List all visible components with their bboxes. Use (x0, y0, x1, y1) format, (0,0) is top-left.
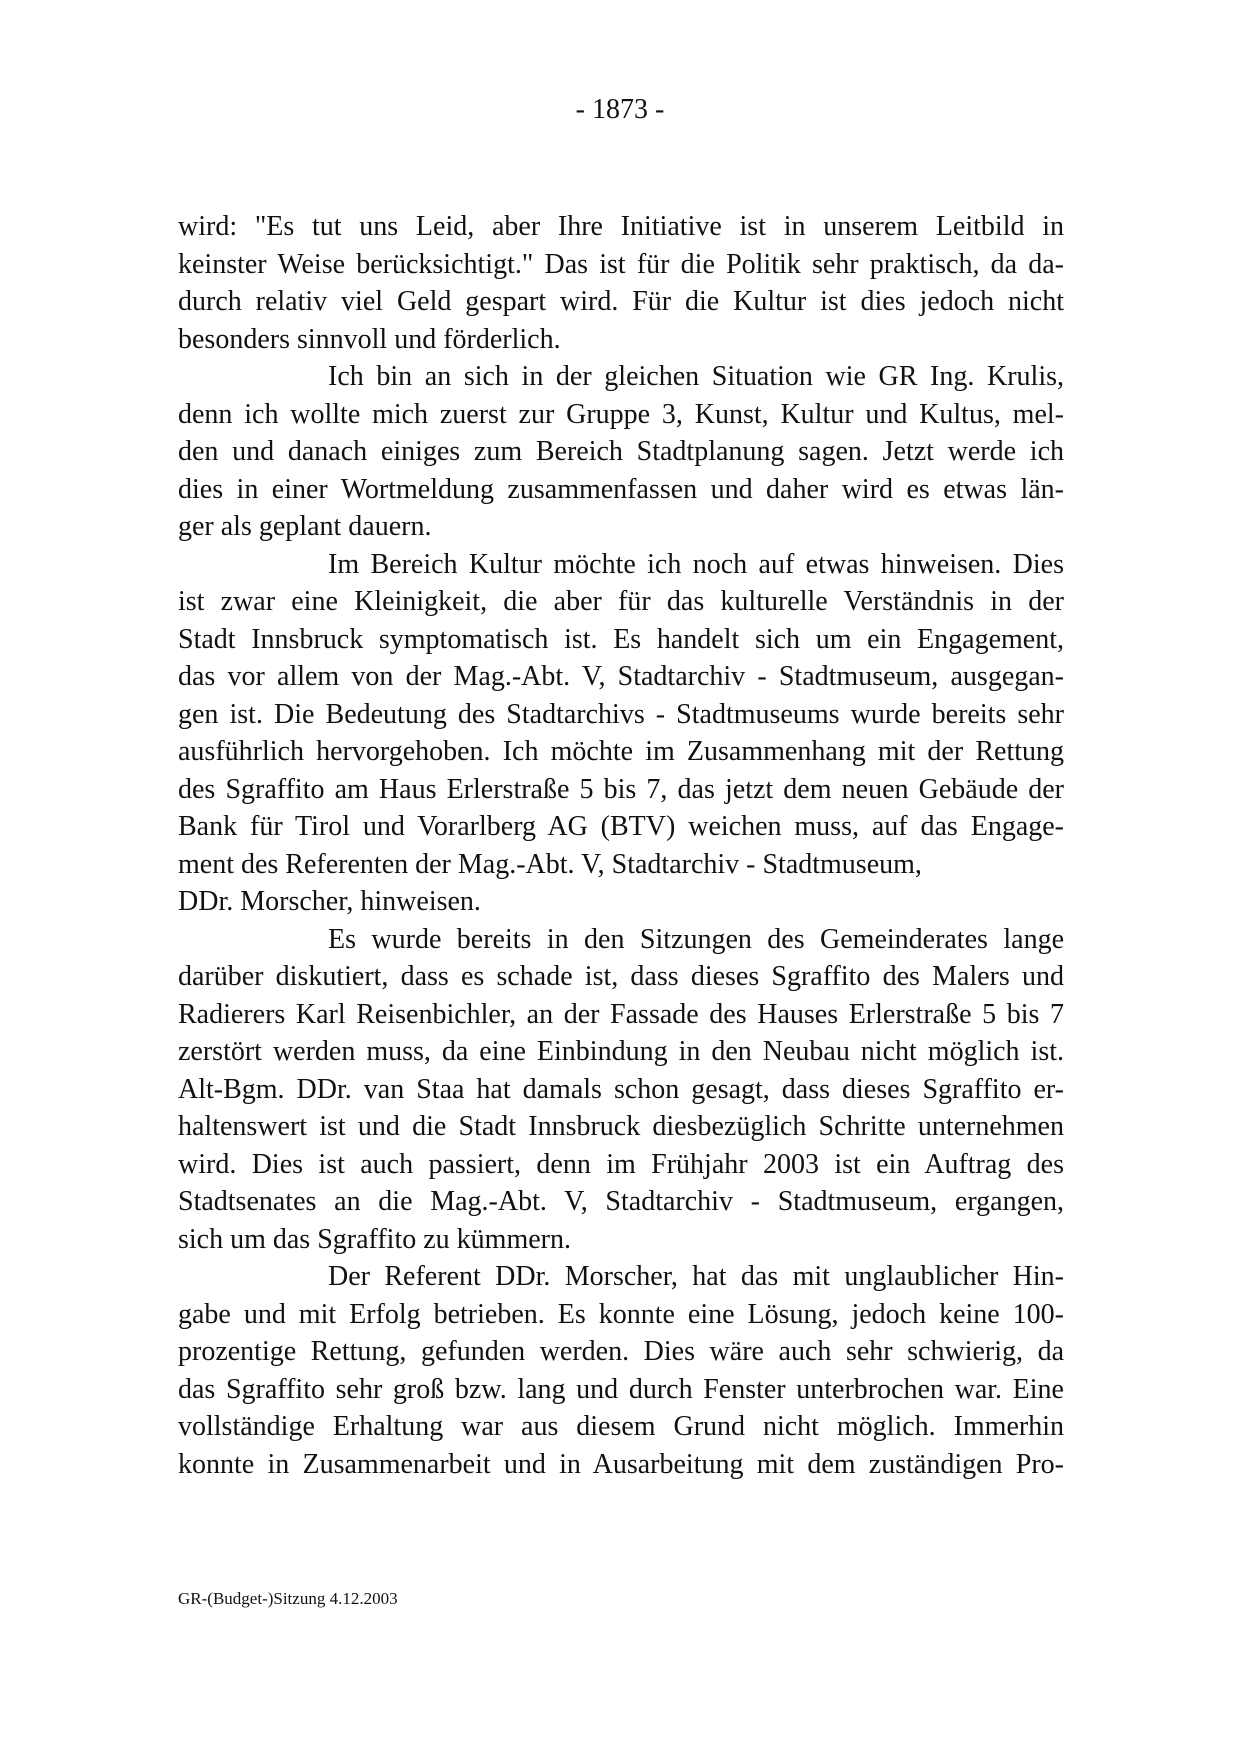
text-line: durch relativ viel Geld gespart wird. Für die Kultur ist dies jedoch nicht (178, 286, 1064, 317)
text-line: Stadtsenates an die Mag.-Abt. V, Stadtarchiv - Stadtmuseum, ergangen, (178, 1186, 1064, 1217)
text-line: zerstört werden muss, da eine Einbindung in den Neubau nicht möglich ist. (178, 1036, 1064, 1067)
text-line: Der Referent DDr. Morscher, hat das mit unglaublicher Hin- (328, 1261, 1064, 1292)
text-line: ist zwar eine Kleinigkeit, die aber für das kulturelle Verständnis in der (178, 586, 1064, 617)
text-line: Es wurde bereits in den Sitzungen des Gemeinderates lange (328, 923, 1064, 955)
text-line: ausführlich hervorgehoben. Ich möchte im Zusammenhang mit der Rettung (178, 736, 1064, 767)
text-line: wird: "Es tut uns Leid, aber Ihre Initiative ist in unserem Leitbild in (178, 211, 1064, 242)
text-line: haltenswert ist und die Stadt Innsbruck diesbezüglich Schritte unternehmen (178, 1111, 1064, 1142)
text-line: prozentige Rettung, gefunden werden. Dies wäre auch sehr schwierig, da (178, 1336, 1064, 1367)
text-line: gen ist. Die Bedeutung des Stadtarchivs - Stadtmuseums wurde bereits sehr (178, 698, 1064, 730)
text-line: sich um das Sgraffito zu kümmern. (178, 1223, 571, 1255)
text-line: Bank für Tirol und Vorarlberg AG (BTV) weichen muss, auf das Engage- (178, 811, 1064, 842)
text-line: DDr. Morscher, hinweisen. (178, 886, 481, 917)
text-line: darüber diskutiert, dass es schade ist, dass dieses Sgraffito des Malers und (178, 961, 1064, 992)
text-line: den und danach einiges zum Bereich Stadtplanung sagen. Jetzt werde ich (178, 436, 1064, 467)
text-line: vollständige Erhaltung war aus diesem Grund nicht möglich. Immerhin (178, 1411, 1064, 1442)
text-line: das Sgraffito sehr groß bzw. lang und durch Fenster unterbrochen war. Eine (178, 1373, 1064, 1405)
body-text (178, 208, 1064, 1483)
text-line: keinster Weise berücksichtigt." Das ist für die Politik sehr praktisch, da da- (178, 248, 1064, 280)
text-line: gabe und mit Erfolg betrieben. Es konnte eine Lösung, jedoch keine 100- (178, 1298, 1064, 1330)
text-line: des Sgraffito am Haus Erlerstraße 5 bis 7, das jetzt dem neuen Gebäude der (178, 773, 1064, 805)
text-line: das vor allem von der Mag.-Abt. V, Stadtarchiv - Stadtmuseum, ausgegan- (178, 661, 1064, 692)
text-line: denn ich wollte mich zuerst zur Gruppe 3, Kunst, Kultur und Kultus, mel- (178, 398, 1064, 430)
text-line: Alt-Bgm. DDr. van Staa hat damals schon gesagt, dass dieses Sgraffito er- (178, 1073, 1064, 1105)
text-line: wird. Dies ist auch passiert, denn im Frühjahr 2003 ist ein Auftrag des (178, 1148, 1064, 1180)
footer-session-label: GR-(Budget-)Sitzung 4.12.2003 (178, 1589, 398, 1608)
page-number: - 1873 - (575, 94, 665, 125)
text-line: ment des Referenten der Mag.-Abt. V, Stadtarchiv - Stadtmuseum, (178, 848, 922, 880)
text-line: Radierers Karl Reisenbichler, an der Fassade des Hauses Erlerstraße 5 bis 7 (178, 998, 1064, 1030)
text-line: Im Bereich Kultur möchte ich noch auf etwas hinweisen. Dies (328, 548, 1064, 580)
text-line: Ich bin an sich in der gleichen Situation wie GR Ing. Krulis, (328, 361, 1064, 392)
text-line: besonders sinnvoll und förderlich. (178, 323, 561, 355)
text-line: dies in einer Wortmeldung zusammenfassen und daher wird es etwas län- (178, 473, 1064, 505)
text-line: Stadt Innsbruck symptomatisch ist. Es handelt sich um ein Engagement, (178, 623, 1064, 655)
text-line: ger als geplant dauern. (178, 511, 432, 542)
text-line: konnte in Zusammenarbeit und in Ausarbeitung mit dem zuständigen Pro- (178, 1448, 1064, 1480)
